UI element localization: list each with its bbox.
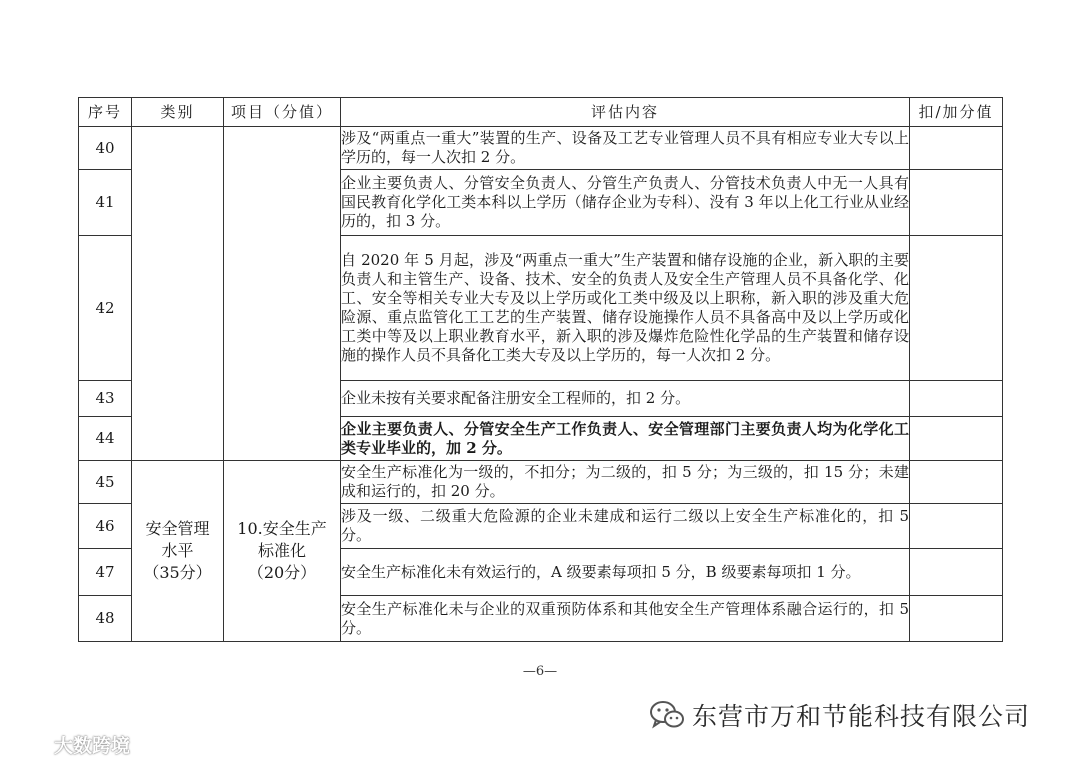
data-watermark-text: 大数跨境 bbox=[54, 735, 131, 757]
company-watermark-text: 东营市万和节能科技有限公司 bbox=[692, 702, 1031, 731]
item-label-line: （20分） bbox=[247, 563, 317, 582]
header-item: 项目（分值） bbox=[224, 98, 341, 127]
item-cell bbox=[224, 461, 341, 642]
row-number: 42 bbox=[79, 236, 132, 381]
category-label-line: （35分） bbox=[143, 563, 212, 582]
header-content: 评估内容 bbox=[341, 98, 910, 127]
category-label-line: 水平 bbox=[161, 541, 194, 560]
category-cell bbox=[132, 461, 224, 642]
row-score bbox=[910, 461, 1003, 504]
row-content: 企业主要负责人、分管安全负责人、分管生产负责人、分管技术负责人中无一人具有国民教育化学化工类本科以上学历（储存企业为专科）、没有 3 年以上化工行业从业经历的，扣 3 分。 bbox=[341, 170, 910, 236]
row-score bbox=[910, 596, 1003, 642]
row-content: 安全生产标准化为一级的，不扣分；为二级的，扣 5 分；为三级的，扣 15 分；未建成和运行的，扣 20 分。 bbox=[341, 461, 910, 504]
weibo-logo-icon bbox=[6, 733, 50, 757]
row-content: 涉及“两重点一重大”装置的生产、设备及工艺专业管理人员不具有相应专业大专以上学历的，每一人次扣 2 分。 bbox=[341, 127, 910, 170]
wechat-icon bbox=[648, 699, 686, 731]
row-score bbox=[910, 236, 1003, 381]
category-cell-empty bbox=[132, 127, 224, 461]
row-content: 安全生产标准化未与企业的双重预防体系和其他安全生产管理体系融合运行的，扣 5 分。 bbox=[341, 596, 910, 642]
header-number: 序号 bbox=[79, 98, 132, 127]
evaluation-table bbox=[78, 97, 1003, 642]
table-header-row bbox=[79, 98, 1003, 127]
row-number: 40 bbox=[79, 127, 132, 170]
row-number: 48 bbox=[79, 596, 132, 642]
row-number: 41 bbox=[79, 170, 132, 236]
company-watermark bbox=[648, 697, 1030, 733]
row-number: 43 bbox=[79, 381, 132, 417]
row-number: 44 bbox=[79, 417, 132, 461]
data-watermark bbox=[6, 731, 130, 758]
row-score bbox=[910, 170, 1003, 236]
header-score: 扣/加分值 bbox=[910, 98, 1003, 127]
row-number: 47 bbox=[79, 549, 132, 596]
row-score bbox=[910, 549, 1003, 596]
row-score bbox=[910, 417, 1003, 461]
page-number: —6— bbox=[522, 664, 558, 679]
category-label-line: 安全管理 bbox=[145, 519, 210, 538]
row-number: 46 bbox=[79, 504, 132, 549]
row-content: 安全生产标准化未有效运行的，A 级要素每项扣 5 分，B 级要素每项扣 1 分。 bbox=[341, 549, 910, 596]
item-label-line: 标准化 bbox=[257, 541, 306, 560]
header-category: 类别 bbox=[132, 98, 224, 127]
row-score bbox=[910, 504, 1003, 549]
table-row bbox=[79, 127, 1003, 170]
row-score bbox=[910, 381, 1003, 417]
row-score bbox=[910, 127, 1003, 170]
row-content: 涉及一级、二级重大危险源的企业未建成和运行二级以上安全生产标准化的，扣 5 分。 bbox=[341, 504, 910, 549]
item-label-line: 10.安全生产 bbox=[237, 519, 327, 538]
row-content: 企业未按有关要求配备注册安全工程师的，扣 2 分。 bbox=[341, 381, 910, 417]
item-cell-empty bbox=[224, 127, 341, 461]
table-row bbox=[79, 461, 1003, 504]
row-number: 45 bbox=[79, 461, 132, 504]
row-content: 自 2020 年 5 月起，涉及“两重点一重大”生产装置和储存设施的企业，新入职的主要负责人和主管生产、设备、技术、安全的负责人及安全生产管理人员不具备化学、化工、安全等相关专业大专及以上学历或化工类中级及以上职称，新入职的涉及重大危险源、重点监管化工工艺的生产装置、储存设施操作人员不具备高中及以上学历或化工类中等及以上职业教育水平，新入职的涉及爆炸危险性化学品的生产装置和储存设施的操作人员不具备化工类大专及以上学历的，每一人次扣 2 分。 bbox=[341, 236, 910, 381]
row-content-bonus: 企业主要负责人、分管安全生产工作负责人、安全管理部门主要负责人均为化学化工类专业毕业的，加 2 分。 bbox=[341, 417, 910, 461]
